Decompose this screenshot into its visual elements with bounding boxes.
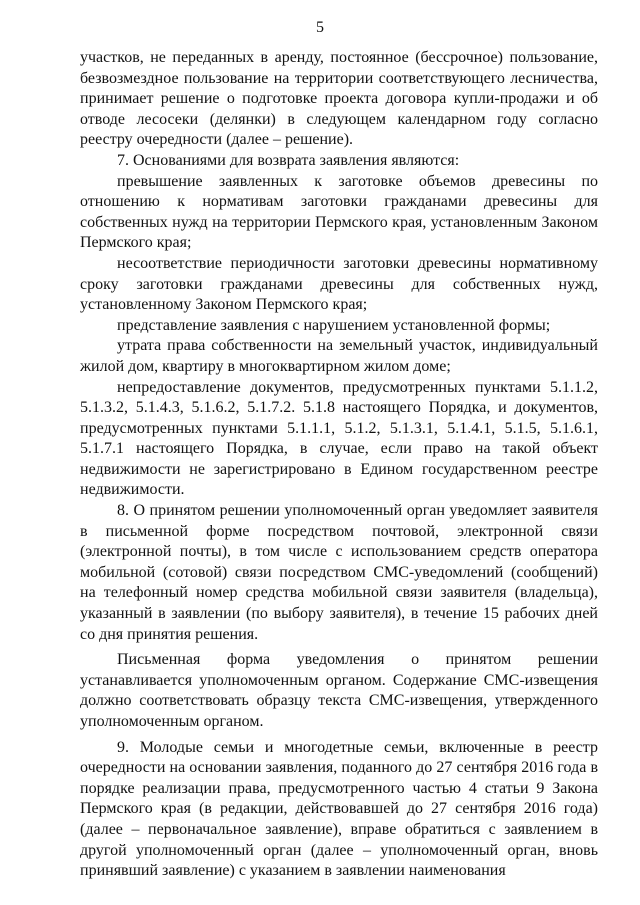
paragraph-return-ground-ownership: утрата права собственности на земельный участок, индивидуальный жилой дом, квартиру в многоквартирном жилом доме; — [80, 337, 598, 375]
paragraph-return-ground-volume: превышение заявленных к заготовке объемов древесины по отношению к нормативам заготовки гражданами древесины для собственных нужд на территории Пермского края, установленным Законом Пермского края; — [80, 172, 598, 252]
paragraph-item-8: 8. О принятом решении уполномоченный орган уведомляет заявителя в письменной форме посредством почтовой, электронной связи (электронной почты), в том числе с использованием средств оператора мобильной (сотовой) связи посредством СМС-уведомлений (сообщений) на телефонный номер средства мобильной связи заявителя (владельца), указанный в заявлении (по выбору заявителя), в течение 15 рабочих дней со дня принятия решения. — [80, 502, 598, 643]
page-number: 5 — [316, 19, 324, 36]
paragraph-return-ground-documents: непредоставление документов, предусмотренных пунктами 5.1.1.2, 5.1.3.2, 5.1.4.3, 5.1.6.2, 5.1.7.2. 5.1.8 настоящего Порядка, и документов, предусмотренных пунктами 5.1.1.1, 5.1.2, 5.1.3.1, 5.1.4.1, 5.1.5, 5.1.6.1, 5.1.7.1 настоящего Порядка, в случае, если право на такой объект недвижимости не зарегистрировано в Едином государственном реестре недвижимости. — [80, 378, 598, 499]
paragraph-continuation: участков, не переданных в аренду, постоянное (бессрочное) пользование, безвозмездное пользование на территории соответствующего лесничества, принимает решение о подготовке проекта договора купли-продажи и об отводе лесосеки (делянки) в следующем календарном году согласно реестру очередности (далее – решение). — [80, 49, 598, 149]
paragraph-return-ground-form: представление заявления с нарушением установленной формы; — [117, 316, 551, 334]
document-body — [80, 48, 598, 882]
paragraph-notification-form: Письменная форма уведомления о принятом решении устанавливается уполномоченным органом. Содержание СМС-извещения должно соответствовать образцу текста СМС-извещения, утвержденного уполномоченным органом. — [80, 651, 598, 730]
paragraph-item-7-heading: 7. Основаниями для возврата заявления являются: — [117, 151, 460, 169]
paragraph-item-9: 9. Молодые семьи и многодетные семьи, включенные в реестр очередности на основании заявления, поданного до 27 сентября 2016 года в порядке реализации права, предусмотренного частью 4 статьи 9 Закона Пермского края (в редакции, действовавшей до 27 сентября 2016 года) (далее – первоначальное заявление), вправе обратиться с заявлением в другой уполномоченный орган (далее – уполномоченный орган, вновь принявший заявление) с указанием в заявлении наименования — [80, 738, 598, 880]
paragraph-return-ground-periodicity: несоответствие периодичности заготовки древесины нормативному сроку заготовки гражданами древесины для собственных нужд, установленному Законом Пермского края; — [80, 254, 598, 314]
